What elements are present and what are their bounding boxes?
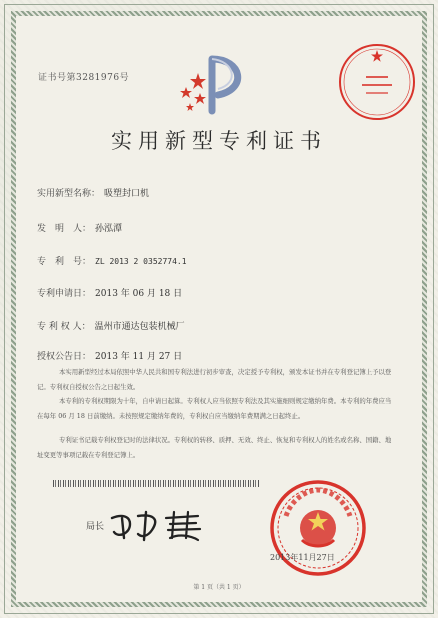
certificate-number: 证书号第3281976号: [38, 73, 130, 83]
state-ipo-seal-icon: [268, 478, 368, 578]
paragraph-term: 本专利的专利权期限为十年，自申请日起算。专利权人应当依照专利法及其实施细则规定缴纳年费。本专利的年费应当在每年 06 月 18 日前缴纳。未按照规定缴纳年费的，专利权自应当缴纳年费期满之日起终止。: [37, 397, 392, 420]
paragraph-grant: 本实用新型经过本局依照中华人民共和国专利法进行初步审查，决定授予专利权，颁发本证书并在专利登记簿上予以登记。专利权自授权公告之日起生效。: [37, 368, 392, 391]
field-value: 吸塑封口机: [104, 189, 150, 199]
patentee-row: [37, 319, 185, 332]
seal-date: 2013年11月27日: [270, 553, 335, 562]
director-signature-icon: [108, 508, 208, 544]
paragraph-status: 专利证书记载专利权登记时的法律状况。专利权的转移、质押、无效、终止、恢复和专利权人的姓名或名称、国籍、地址变更等事项记载在专利登记簿上。: [37, 436, 392, 459]
field-value: 孙泓潭: [95, 224, 123, 234]
field-label: 授权公告日：: [37, 352, 92, 362]
application-date-row: [37, 286, 182, 299]
field-value: 2013 年 06 月 18 日: [95, 289, 183, 299]
field-label: 专利申请日：: [37, 289, 92, 299]
field-label: 专 利 权 人：: [37, 322, 91, 332]
field-label: 发 明 人：: [37, 224, 92, 234]
field-value: 温州市通达包装机械厂: [94, 322, 185, 332]
field-value: ZL 2013 2 0352774.1: [95, 257, 187, 266]
certificate-title: 实用新型专利证书: [111, 129, 327, 153]
grant-date-row: [37, 349, 182, 362]
sipo-logo-icon: [172, 53, 250, 117]
field-label: 专 利 号：: [37, 257, 92, 267]
utility-model-name-row: [37, 186, 149, 199]
top-seal-icon: [337, 42, 417, 122]
barcode-icon: [53, 480, 260, 487]
patent-number-row: [37, 254, 187, 267]
director-label: 局长: [86, 522, 105, 532]
field-label: 实用新型名称：: [37, 189, 101, 199]
page-footer: 第 1 页（共 1 页）: [193, 584, 245, 591]
field-value: 2013 年 11 月 27 日: [95, 352, 183, 362]
inventor-row: [37, 221, 122, 234]
